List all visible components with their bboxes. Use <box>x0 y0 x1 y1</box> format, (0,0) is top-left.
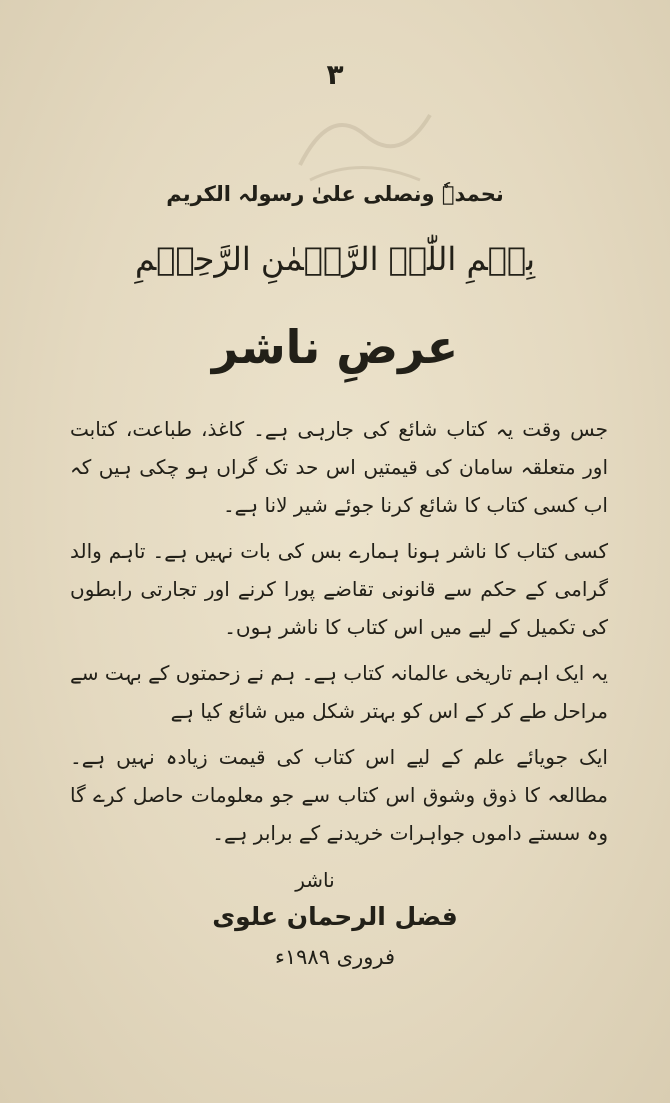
publisher-label: ناشر <box>295 868 335 892</box>
publisher-name: فضل الرحمان علوی <box>212 902 458 931</box>
page-heading: عرضِ ناشر <box>211 320 459 374</box>
invocation-line: نحمدہٗ ونصلی علیٰ رسولہ الکریم <box>166 182 504 206</box>
signature-block <box>0 868 670 969</box>
paragraph-4: ایک جویائے علم کے لیے اس کتاب کی قیمت زیادہ نہیں ہے۔ مطالعہ کا ذوق وشوق اس کتاب سے جو معلومات حاصل کرے گا وہ سستے داموں جواہرات خریدنے کے برابر ہے۔ <box>70 745 608 845</box>
paragraph-2: کسی کتاب کا ناشر ہونا ہمارے بس کی بات نہیں ہے۔ تاہم والد گرامی کے حکم سے قانونی تقاضے پورا کرنے اور تجارتی رابطوں کی تکمیل کے لیے میں اس کتاب کا ناشر ہوں۔ <box>70 539 608 639</box>
publication-date: فروری ۱۹۸۹ء <box>274 945 396 969</box>
preface-body <box>70 410 608 860</box>
paragraph-3: یہ ایک اہم تاریخی عالمانہ کتاب ہے۔ ہم نے زحمتوں کے بہت سے مراحل طے کر کے اس کو بہتر شکل میں شائع کیا ہے <box>70 661 608 723</box>
paragraph-1: جس وقت یہ کتاب شائع کی جارہی ہے۔ کاغذ، طباعت، کتابت اور متعلقہ سامان کی قیمتیں اس حد تک گراں ہو چکی ہیں کہ اب کسی کتاب کا شائع کرنا جوئے شیر لانا ہے۔ <box>70 417 608 517</box>
stamp-watermark <box>290 95 440 195</box>
page-number: ۳ <box>326 58 344 91</box>
bismillah: بِسۡمِ اللّٰہِ الرَّحۡمٰنِ الرَّحِیۡمِ <box>134 240 536 278</box>
